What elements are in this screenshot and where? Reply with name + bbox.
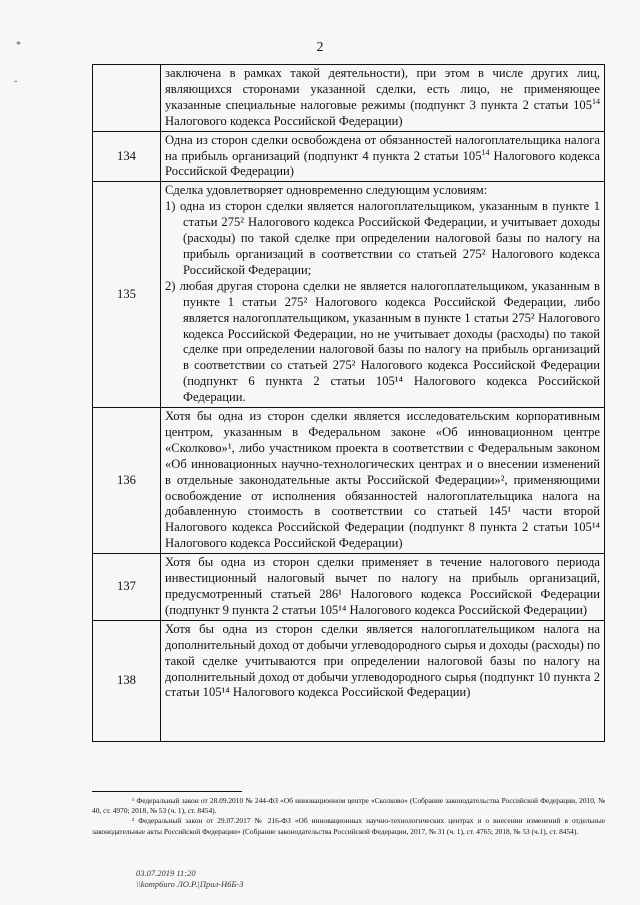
document-stamp bbox=[136, 868, 243, 890]
page-number: 2 bbox=[316, 40, 324, 55]
table-row bbox=[93, 182, 605, 408]
footnote: ² Федеральный закон от 29.07.2017 № 216-ФЗ «Об инновационных научно-технологических центрах и о внесении изменений в отдельные законодательные акты Российской Федерации» (Собрание законодательства Российской Федерации, 2017, № 31 (ч. 1), ст. 4765; 2018, № 53 (ч.1), ст. 8454). bbox=[92, 816, 605, 836]
table-row bbox=[93, 554, 605, 621]
margin-mark: * bbox=[16, 40, 21, 51]
row-number bbox=[93, 65, 161, 132]
row-text: Одна из сторон сделки освобождена от обязанностей налогоплательщика налога на прибыль организаций (подпункт 4 пункта 2 статьи $105^{14}$ Налогового кодекса Российской Федерации) bbox=[161, 131, 605, 182]
row-number: 137 bbox=[93, 554, 161, 621]
table-row bbox=[93, 408, 605, 554]
row-number: 138 bbox=[93, 620, 161, 741]
table-row bbox=[93, 65, 605, 132]
rules-table bbox=[92, 64, 605, 742]
row-text: Хотя бы одна из сторон сделки является исследовательским корпоративным центром, указанным в Федеральном законе «Об инновационном центре «Сколково»¹, либо участником проекта в соответствии с Федеральным законом «Об инновационных научно-технологических центрах и о внесении изменений в отдельные законодательные акты Российской Федерации»², применяющими освобождение от исполнения обязанностей налогоплательщика налога на добавленную стоимость в соответствии со статьей 145¹ части второй Налогового кодекса Российской Федерации (подпункт 8 пункта 2 статьи 105¹⁴ Налогового кодекса Российской Федерации) bbox=[161, 408, 605, 554]
footnotes bbox=[92, 796, 605, 837]
table-row bbox=[93, 131, 605, 182]
row-number: 136 bbox=[93, 408, 161, 554]
table-row bbox=[93, 620, 605, 741]
row-text: заключена в рамках такой деятельности), при этом в числе других лиц, являющихся сторонами указанной сделки, есть лицо, не применяющее указанные специальные налоговые режимы (подпункт 3 пункта 2 статьи $105^{14}$ Налогового кодекса Российской Федерации) bbox=[161, 65, 605, 132]
footnote: ¹ Федеральный закон от 28.09.2010 № 244-ФЗ «Об инновационном центре «Сколково» (Собрание законодательства Российской Федерации, 2010, № 40, ст. 4970; 2018, № 53 (ч. 1), ст. 8454). bbox=[92, 796, 605, 816]
row-number: 135 bbox=[93, 182, 161, 408]
row-number: 134 bbox=[93, 131, 161, 182]
condition-item: 2) любая другая сторона сделки не является налогоплательщиком, указанным в пункте 1 статьи 275² Налогового кодекса Российской Федерации, либо является налогоплательщиком, указанным в пункте 1 статьи 275² Налогового кодекса Российской Федерации, но не учитывает доходы (расходы) по такой сделке при определении налоговой базы по налогу на прибыль организаций в соответствии со статьей 275² Налогового кодекса Российской Федерации (подпункт 6 пункта 2 статьи 105¹⁴ Налогового кодекса Российской Федерации. bbox=[165, 278, 600, 405]
condition-item: 1) одна из сторон сделки является налогоплательщиком, указанным в пункте 1 статьи 275² Налогового кодекса Российской Федерации, и учитывает доходы (расходы) по такой сделке при определении налоговой базы по налогу на прибыль организаций в соответствии со статьей 275² Налогового кодекса Российской Федерации; bbox=[165, 199, 600, 277]
margin-mark: ˘ bbox=[14, 80, 18, 91]
row-text: Хотя бы одна из сторон сделки применяет в течение налогового периода инвестиционный налоговый вычет по налогу на прибыль организаций, предусмотренный статьей 286¹ Налогового кодекса Российской Федерации (подпункт 9 пункта 2 статьи 105¹⁴ Налогового кодекса Российской Федерации) bbox=[161, 554, 605, 621]
row-intro: Сделка удовлетворяет одновременно следующим условиям: bbox=[165, 183, 488, 198]
footnote-separator bbox=[92, 791, 242, 792]
row-text bbox=[161, 182, 605, 408]
stamp-path: \\komp6uro ЛО.Р.|Прил-Н6Б-3 bbox=[136, 879, 244, 889]
row-text: Хотя бы одна из сторон сделки является налогоплательщиком налога на дополнительный доход от добычи углеводородного сырья и доходы (расходы) по такой сделке учитываются при определении налоговой базы по налогу на дополнительный доход от добычи углеводородного сырья (подпункт 10 пункта 2 статьи 105¹⁴ Налогового кодекса Российской Федерации) bbox=[161, 620, 605, 741]
stamp-date: 03.07.2019 11:20 bbox=[136, 868, 196, 878]
